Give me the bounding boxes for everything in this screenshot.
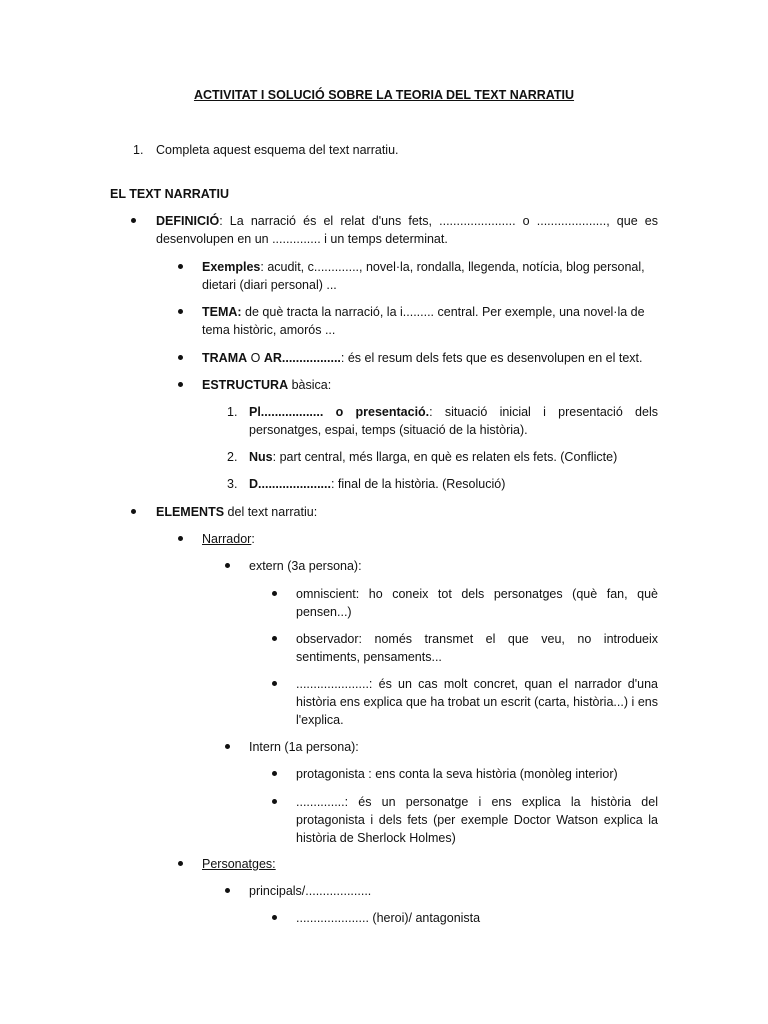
list-item-label: Pl.................. o presentació. [249, 405, 430, 419]
bullet-icon [272, 771, 277, 776]
elements-text: del text narratiu: [224, 505, 318, 519]
section-heading: EL TEXT NARRATIU [110, 187, 229, 201]
estructura-item [202, 376, 658, 394]
trama-text: : és el resum dels fets que es desenvolupen en el text. [340, 351, 643, 365]
tema-text: de què tracta la narració, la i......... central. Per exemple, una novel·la de tema històric, amorós ... [202, 305, 645, 337]
bullet-icon [272, 681, 277, 686]
list-item-text: : situació inicial i presentació dels personatges, espai, temps (situació de la història). [249, 405, 658, 437]
exemples-item [202, 258, 658, 294]
bullet-icon [131, 509, 136, 514]
cas-concret-item: .....................: és un cas molt concret, quan el narrador d'una història ens explica que ha trobat un escrit (carta, història...) i ens l'explica. [296, 677, 658, 727]
definicio-text: : La narració és el relat d'uns fets, ...................... o ...................., que es desenvolupen en un .............. i un temps determinat. [156, 214, 658, 246]
heroi-item: ..................... (heroi)/ antagonista [296, 911, 481, 925]
list-item-label: D..................... [249, 477, 331, 491]
narrador-item [202, 530, 658, 548]
bullet-icon [178, 861, 183, 866]
list-item-label: Nus [249, 450, 273, 464]
personatges-item [202, 855, 658, 873]
bullet-icon [225, 563, 230, 568]
list-item [249, 475, 658, 493]
narrador-label: Narrador [202, 532, 252, 546]
trama-sep: O [247, 351, 264, 365]
protagonista-item: protagonista : ens conta la seva història (monòleg interior) [296, 767, 618, 781]
bullet-icon [272, 591, 277, 596]
list-item [249, 448, 658, 466]
definicio-item [156, 212, 658, 248]
list-item-number: 1. [227, 405, 238, 419]
question-text: Completa aquest esquema del text narratiu. [156, 143, 399, 157]
question-number: 1. [133, 143, 144, 157]
trama-alt-label: AR................. [263, 351, 341, 365]
omniscient-item: omniscient: ho coneix tot dels personatges (què fan, què pensen...) [296, 587, 658, 619]
list-item-text: : final de la història. (Resolució) [330, 477, 506, 491]
principals-item: principals/................... [249, 884, 372, 898]
definicio-label: DEFINICIÓ [156, 214, 220, 228]
bullet-icon [178, 309, 183, 314]
bullet-icon [178, 264, 183, 269]
bullet-icon [225, 888, 230, 893]
bullet-icon [272, 915, 277, 920]
trama-item [202, 349, 658, 367]
list-item-number: 2. [227, 450, 238, 464]
tema-label: TEMA: [202, 305, 242, 319]
bullet-icon [131, 218, 136, 223]
extern-item: extern (3a persona): [249, 559, 362, 573]
list-item-text: : part central, més llarga, en què es relaten els fets. (Conflicte) [272, 450, 618, 464]
elements-label: ELEMENTS [156, 505, 225, 519]
estructura-text: bàsica: [288, 378, 332, 392]
exemples-label: Exemples [202, 260, 261, 274]
trama-label: TRAMA [202, 351, 248, 365]
bullet-icon [272, 799, 277, 804]
bullet-icon [178, 536, 183, 541]
bullet-icon [225, 744, 230, 749]
bullet-icon [178, 382, 183, 387]
observador-item: observador: només transmet el que veu, no introdueix sentiments, pensaments... [296, 632, 658, 664]
narrador-text: : [251, 532, 255, 546]
intern-item: Intern (1a persona): [249, 740, 359, 754]
list-item [249, 403, 658, 439]
exemples-text: : acudit, c............., novel·la, rondalla, llegenda, notícia, blog personal, dietari (diari personal) ... [202, 260, 645, 292]
estructura-label: ESTRUCTURA [202, 378, 289, 392]
elements-item [156, 503, 656, 521]
bullet-icon [272, 636, 277, 641]
list-item-number: 3. [227, 477, 238, 491]
bullet-icon [178, 355, 183, 360]
personatges-label: Personatges: [202, 857, 276, 871]
tema-item [202, 303, 658, 339]
testimoni-item: ..............: és un personatge i ens explica la història del protagonista i dels fets (per exemple Doctor Watson explica la història de Sherlock Holmes) [296, 795, 658, 845]
page-title: ACTIVITAT I SOLUCIÓ SOBRE LA TEORIA DEL TEXT NARRATIU [193, 88, 575, 102]
